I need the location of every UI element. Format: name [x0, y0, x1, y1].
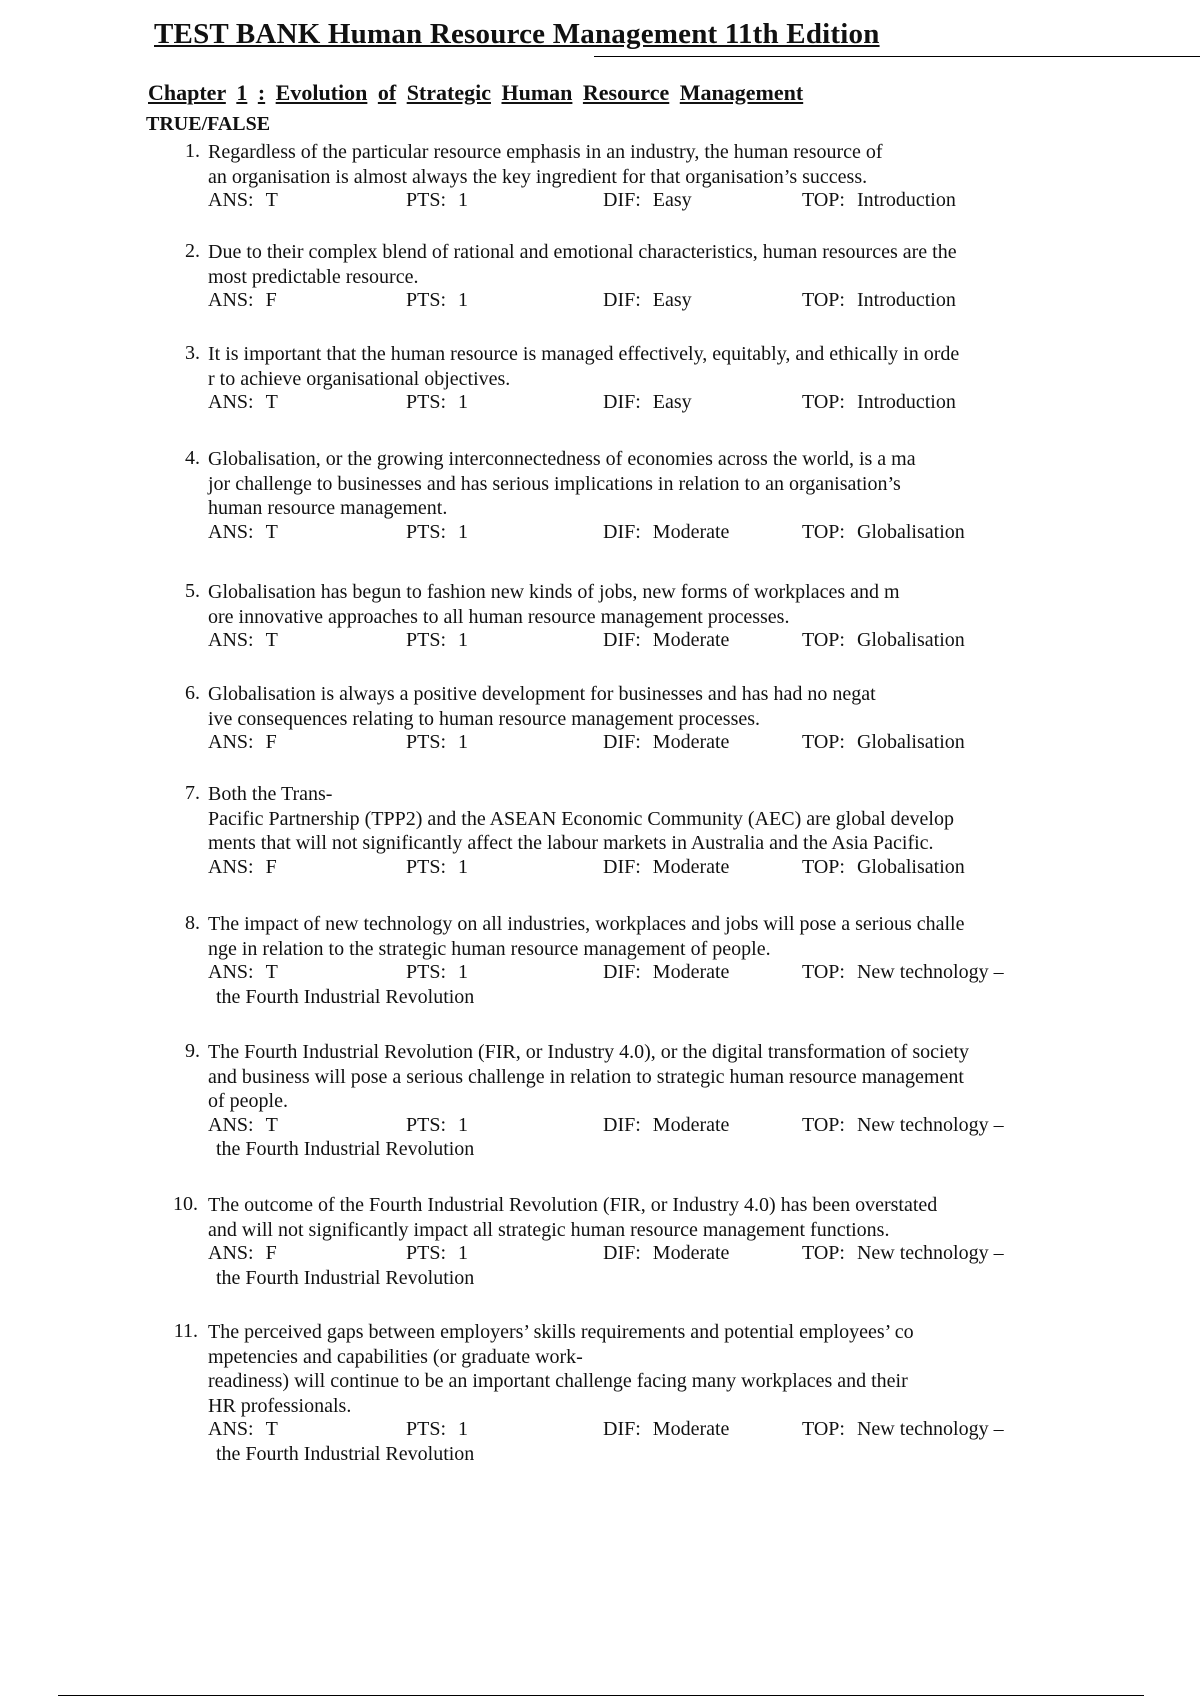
- points-label: PTS:: [406, 629, 447, 651]
- question-text-line: an organisation is almost always the key ingredient for that organisation’s success.: [208, 165, 868, 188]
- points-label: PTS:: [406, 189, 447, 211]
- topic-continuation: the Fourth Industrial Revolution: [216, 1138, 475, 1160]
- answer-label: ANS:: [208, 1242, 254, 1264]
- difficulty: [603, 1418, 729, 1441]
- answer: [208, 521, 278, 544]
- chapter-word: Chapter: [148, 80, 226, 105]
- answer-label: ANS:: [208, 289, 254, 311]
- question-text-line: ive consequences relating to human resource management processes.: [208, 707, 761, 730]
- answer-meta: [208, 521, 1108, 545]
- difficulty: [603, 856, 729, 879]
- chapter-word: Resource: [582, 80, 670, 105]
- question-text-line: of people.: [208, 1090, 288, 1112]
- difficulty: [603, 1242, 729, 1265]
- topic-continuation: the Fourth Industrial Revolution: [216, 1442, 475, 1465]
- topic-label: TOP:: [802, 731, 845, 753]
- question-text-line: The Fourth Industrial Revolution (FIR, or Industry 4.0), or the digital transformation of society: [208, 1041, 969, 1063]
- points: [406, 521, 468, 544]
- question-text-line: Regardless of the particular resource emphasis in an industry, the human resource of: [208, 141, 883, 163]
- topic-label: TOP:: [802, 961, 845, 983]
- topic-value: Introduction: [856, 391, 956, 413]
- question-text-line: jor challenge to businesses and has serious implications in relation to an organisation’s: [208, 472, 901, 495]
- points-value: 1: [458, 731, 469, 753]
- difficulty-value: Moderate: [652, 1418, 730, 1440]
- points: [406, 391, 468, 414]
- answer-label: ANS:: [208, 629, 254, 651]
- difficulty-value: Easy: [652, 391, 692, 413]
- question-text-line: human resource management.: [208, 497, 448, 519]
- answer-meta: [208, 1418, 1108, 1442]
- question-text-line: It is important that the human resource is managed effectively, equitably, and ethically in orde: [208, 343, 960, 365]
- question-number: 6.: [185, 682, 200, 704]
- topic-value: Globalisation: [856, 855, 965, 878]
- difficulty-label: DIF:: [603, 961, 641, 983]
- points-label: PTS:: [406, 1242, 447, 1264]
- footer-rule: [58, 1695, 1144, 1696]
- question-text-line: readiness) will continue to be an important challenge facing many workplaces and their: [208, 1370, 908, 1392]
- answer-value: F: [265, 855, 277, 878]
- topic: [802, 856, 965, 879]
- answer-label: ANS:: [208, 391, 254, 413]
- points-value: 1: [458, 629, 469, 651]
- question-text: [208, 682, 1088, 731]
- difficulty-value: Moderate: [652, 1242, 730, 1264]
- answer-value: T: [265, 520, 278, 543]
- question-text-line: ore innovative approaches to all human resource management processes.: [208, 605, 790, 628]
- difficulty-label: DIF:: [603, 289, 641, 311]
- question-text-line: Due to their complex blend of rational and emotional characteristics, human resources are the: [208, 241, 957, 263]
- answer: [208, 856, 277, 879]
- chapter-word: Strategic: [406, 80, 491, 105]
- answer: [208, 731, 277, 754]
- topic-label: TOP:: [802, 189, 845, 211]
- points-label: PTS:: [406, 289, 447, 311]
- question-text: [208, 447, 1088, 521]
- answer-meta: [208, 391, 1108, 415]
- points-label: PTS:: [406, 391, 447, 413]
- difficulty: [603, 1114, 729, 1137]
- answer: [208, 289, 277, 312]
- points-value: 1: [458, 391, 469, 413]
- difficulty-label: DIF:: [603, 1113, 641, 1136]
- question-text: [208, 1193, 1088, 1242]
- question-text-line: mpetencies and capabilities (or graduate work-: [208, 1345, 583, 1368]
- answer-value: T: [265, 1418, 278, 1440]
- points-label: PTS:: [406, 1418, 447, 1440]
- points-value: 1: [458, 189, 469, 211]
- difficulty-value: Moderate: [652, 961, 730, 983]
- document-title: TEST BANK Human Resource Management 11th Edition: [154, 18, 880, 50]
- topic-label: TOP:: [802, 855, 845, 878]
- question-text-line: The outcome of the Fourth Industrial Revolution (FIR, or Industry 4.0) has been overstated: [208, 1194, 938, 1216]
- points: [406, 289, 468, 312]
- question-number: 10.: [173, 1193, 198, 1215]
- topic-value: Introduction: [856, 289, 956, 311]
- answer: [208, 1114, 278, 1137]
- difficulty-value: Easy: [652, 289, 692, 311]
- difficulty-label: DIF:: [603, 1418, 641, 1440]
- answer-meta: [208, 289, 1108, 313]
- difficulty-value: Moderate: [652, 731, 730, 753]
- topic: [802, 961, 1004, 984]
- answer-value: T: [265, 391, 278, 413]
- answer-meta: [208, 189, 1108, 213]
- topic-continuation: the Fourth Industrial Revolution: [216, 985, 475, 1008]
- answer-label: ANS:: [208, 520, 254, 543]
- question-number: 2.: [185, 240, 200, 262]
- difficulty: [603, 629, 729, 652]
- points: [406, 189, 468, 212]
- points: [406, 1418, 468, 1441]
- answer-label: ANS:: [208, 1113, 254, 1136]
- topic-value: Globalisation: [856, 629, 965, 651]
- question-number: 3.: [185, 342, 200, 364]
- question-text: [208, 140, 1088, 189]
- difficulty-label: DIF:: [603, 855, 641, 878]
- answer-label: ANS:: [208, 855, 254, 878]
- question-text: [208, 1320, 1088, 1418]
- topic-label: TOP:: [802, 289, 845, 311]
- question-number: 4.: [185, 447, 200, 469]
- difficulty-label: DIF:: [603, 520, 641, 543]
- topic: [802, 1114, 1004, 1137]
- answer: [208, 1242, 277, 1265]
- question-text-line: Both the Trans-: [208, 783, 333, 805]
- chapter-word: :: [257, 80, 266, 105]
- answer: [208, 391, 278, 414]
- answer-meta: [208, 731, 1108, 755]
- chapter-word: of: [377, 80, 397, 105]
- topic-label: TOP:: [802, 391, 845, 413]
- difficulty-label: DIF:: [603, 189, 641, 211]
- answer-value: F: [265, 1242, 277, 1264]
- topic: [802, 289, 956, 312]
- topic: [802, 189, 956, 212]
- question-text-line: HR professionals.: [208, 1394, 352, 1417]
- question-number: 7.: [185, 782, 200, 804]
- points-value: 1: [458, 1242, 469, 1264]
- answer-value: T: [265, 1113, 278, 1136]
- topic-value: Globalisation: [856, 731, 965, 753]
- question-text-line: most predictable resource.: [208, 265, 419, 288]
- difficulty-label: DIF:: [603, 731, 641, 753]
- topic-value: New technology –: [856, 1242, 1004, 1264]
- question-text-line: The perceived gaps between employers’ skills requirements and potential employees’ co: [208, 1321, 914, 1343]
- difficulty-value: Moderate: [652, 855, 730, 878]
- topic-continuation: the Fourth Industrial Revolution: [216, 1266, 475, 1289]
- answer-label: ANS:: [208, 189, 254, 211]
- topic-label: TOP:: [802, 1113, 845, 1136]
- points-label: PTS:: [406, 731, 447, 753]
- answer-label: ANS:: [208, 731, 254, 753]
- difficulty: [603, 521, 729, 544]
- difficulty-label: DIF:: [603, 391, 641, 413]
- answer-meta: [208, 1114, 1108, 1138]
- difficulty-value: Moderate: [652, 629, 730, 651]
- points: [406, 731, 468, 754]
- topic: [802, 1418, 1004, 1441]
- question-text-line: r to achieve organisational objectives.: [208, 367, 511, 390]
- question-text-line: The impact of new technology on all industries, workplaces and jobs will pose a serious challe: [208, 913, 965, 935]
- question-number: 11.: [173, 1320, 198, 1342]
- topic-value: Globalisation: [856, 520, 965, 543]
- points-value: 1: [458, 961, 469, 983]
- answer-value: T: [265, 629, 278, 651]
- difficulty: [603, 189, 692, 212]
- answer-meta: [208, 1242, 1108, 1266]
- answer-value: T: [265, 961, 278, 983]
- difficulty-label: DIF:: [603, 1242, 641, 1264]
- question-text: [208, 240, 1088, 289]
- answer-meta: [208, 961, 1108, 985]
- question-text-line: ments that will not significantly affect the labour markets in Australia and the Asia Pacific.: [208, 832, 934, 854]
- difficulty-value: Moderate: [652, 1113, 730, 1136]
- points-value: 1: [458, 855, 469, 878]
- difficulty: [603, 731, 729, 754]
- topic-value: Introduction: [856, 189, 956, 211]
- difficulty: [603, 961, 729, 984]
- points: [406, 856, 468, 879]
- answer-meta: [208, 629, 1108, 653]
- question-text-line: Globalisation has begun to fashion new kinds of jobs, new forms of workplaces and m: [208, 581, 900, 603]
- question-text: [208, 782, 1088, 856]
- answer-meta: [208, 856, 1108, 880]
- answer-value: F: [265, 731, 277, 753]
- topic: [802, 1242, 1004, 1265]
- question-text-line: Globalisation, or the growing interconnectedness of economies across the world, is a ma: [208, 448, 916, 470]
- section-heading: TRUE/FALSE: [146, 113, 271, 135]
- difficulty: [603, 289, 692, 312]
- chapter-word: Human: [501, 80, 573, 105]
- question-text: [208, 580, 1088, 629]
- points-label: PTS:: [406, 961, 447, 983]
- question-number: 8.: [185, 912, 200, 934]
- points-label: PTS:: [406, 1113, 447, 1136]
- points: [406, 961, 468, 984]
- topic: [802, 391, 956, 414]
- answer-value: T: [265, 189, 278, 211]
- question-text-line: Pacific Partnership (TPP2) and the ASEAN Economic Community (AEC) are global develop: [208, 807, 954, 830]
- answer: [208, 961, 278, 984]
- points-value: 1: [458, 1113, 469, 1136]
- points-value: 1: [458, 289, 469, 311]
- question-number: 5.: [185, 580, 200, 602]
- answer: [208, 1418, 278, 1441]
- topic: [802, 629, 965, 652]
- difficulty-value: Moderate: [652, 520, 730, 543]
- points-value: 1: [458, 520, 469, 543]
- answer-value: F: [265, 289, 277, 311]
- points: [406, 1242, 468, 1265]
- topic-label: TOP:: [802, 629, 845, 651]
- answer: [208, 189, 278, 212]
- points: [406, 629, 468, 652]
- answer: [208, 629, 278, 652]
- question-text-line: and will not significantly impact all strategic human resource management functions.: [208, 1218, 890, 1241]
- topic-value: New technology –: [856, 961, 1004, 983]
- topic: [802, 521, 965, 544]
- answer-label: ANS:: [208, 1418, 254, 1440]
- chapter-word: 1: [236, 80, 248, 105]
- question-number: 9.: [185, 1040, 200, 1062]
- question-text-line: Globalisation is always a positive development for businesses and has had no negat: [208, 683, 876, 705]
- points-label: PTS:: [406, 520, 447, 543]
- topic-label: TOP:: [802, 1242, 845, 1264]
- topic-value: New technology –: [856, 1418, 1004, 1440]
- question-number: 1.: [185, 140, 200, 162]
- topic-label: TOP:: [802, 1418, 845, 1440]
- chapter-word: Management: [679, 80, 804, 105]
- difficulty-value: Easy: [652, 189, 692, 211]
- question-text: [208, 1040, 1088, 1114]
- points-label: PTS:: [406, 855, 447, 878]
- chapter-word: Evolution: [275, 80, 368, 105]
- points-value: 1: [458, 1418, 469, 1440]
- points: [406, 1114, 468, 1137]
- topic-value: New technology –: [856, 1113, 1004, 1136]
- question-text: [208, 912, 1088, 961]
- topic: [802, 731, 965, 754]
- answer-label: ANS:: [208, 961, 254, 983]
- difficulty-label: DIF:: [603, 629, 641, 651]
- question-text-line: and business will pose a serious challenge in relation to strategic human resource management: [208, 1065, 964, 1088]
- question-text-line: nge in relation to the strategic human resource management of people.: [208, 937, 771, 960]
- difficulty: [603, 391, 692, 414]
- question-text: [208, 342, 1088, 391]
- topic-label: TOP:: [802, 520, 845, 543]
